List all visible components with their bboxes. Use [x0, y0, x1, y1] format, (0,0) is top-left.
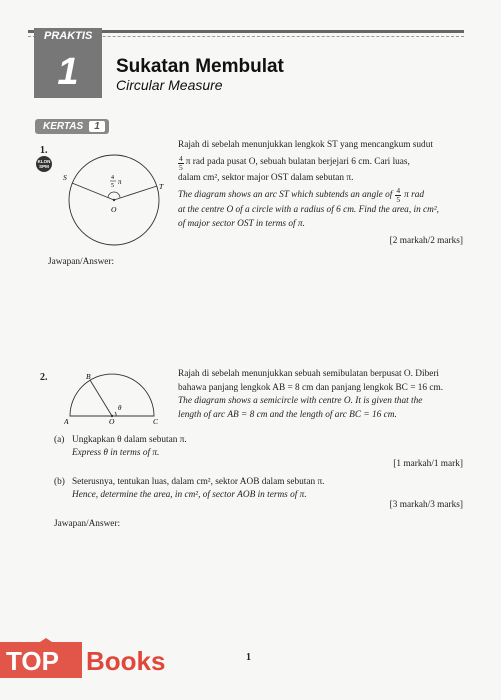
theta-label: θ [118, 404, 122, 412]
q1-marks: [2 markah/2 marks] [389, 236, 463, 246]
semicircle-diagram [64, 370, 160, 426]
q2-part-a [54, 434, 187, 458]
q2-b-my: Seterusnya, tentukan luas, dalam cm², sektor AOB dalam sebutan π. [72, 477, 325, 487]
q1-line2-my: π rad pada pusat O, sebuah bulatan berjejari 6 cm. Cari luas, [185, 157, 410, 168]
chapter-title: Sukatan Membulat [116, 56, 284, 77]
q2-line2-en: length of arc AB = 8 cm and the length of arc BC = 16 cm. [178, 409, 397, 420]
q2-b-label: (b) [54, 477, 65, 487]
angle-numerator: 4 [111, 175, 114, 181]
q2-a-en: Express θ in terms of π. [72, 448, 160, 458]
q2-b-marks: [3 markah/3 marks] [389, 500, 463, 510]
question-1-number: 1. [40, 145, 48, 156]
q2-line2-my: bahawa panjang lengkok AB = 8 cm dan panjang lengkok BC = 16 cm. [178, 382, 444, 393]
question-2-text [178, 368, 463, 422]
chapter-subtitle: Circular Measure [116, 77, 223, 93]
praktis-label: PRAKTIS [34, 28, 102, 45]
q2-line1-en: The diagram shows a semicircle with centre O. It is given that the [178, 396, 423, 406]
kertas-label: KERTAS [43, 121, 84, 132]
q1-fraction: $\frac{4}{5}$ [179, 153, 183, 172]
q2-a-my: Ungkapkan θ dalam sebutan π. [72, 435, 187, 445]
chapter-number: 1 [34, 46, 102, 98]
klon-spm-badge: KLON SPM [36, 156, 52, 172]
q2-b-en: Hence, determine the area, in cm², of sector AOB in terms of π. [72, 490, 307, 500]
point-a-label: A [64, 417, 69, 426]
q1-line3-en: of major sector OST in terms of π. [178, 218, 305, 229]
kertas-badge [35, 119, 109, 134]
circle-diagram [62, 152, 168, 252]
q1-line1-en: The diagram shows an arc ST which subtends an angle of [178, 189, 393, 200]
question-2-number: 2. [40, 372, 48, 383]
angle-pi: π [118, 178, 122, 186]
q2-line1-my: Rajah di sebelah menunjukkan sebuah semibulatan berpusat O. Diberi [178, 369, 440, 379]
q1-fraction-en: $\frac{4}{5}$ [396, 186, 401, 204]
q2-part-b [54, 476, 325, 500]
page-number: 1 [246, 652, 251, 663]
kertas-number: 1 [89, 121, 105, 132]
angle-denominator: 5 [111, 183, 114, 189]
centre-o-label: O [111, 205, 117, 214]
logo-top-text: TOP [6, 646, 59, 676]
point-s-label: S [63, 173, 67, 182]
q1-line3-my: dalam cm², sektor major OST dalam sebutan π. [178, 172, 354, 183]
q1-answer-label: Jawapan/Answer: [48, 257, 115, 267]
q1-line1-en-end: π rad [404, 189, 425, 200]
q2-a-marks: [1 markah/1 mark] [393, 459, 463, 469]
question-1-text [178, 139, 463, 231]
point-b-label: B [86, 372, 91, 381]
point-t-label: T [159, 182, 164, 191]
q1-line1-my: Rajah di sebelah menunjukkan lengkok ST yang mencangkum sudut [178, 140, 433, 150]
centre-o-label-2: O [109, 417, 115, 426]
topbooks-logo [0, 636, 190, 682]
q2-answer-label: Jawapan/Answer: [54, 519, 121, 529]
point-c-label: C [153, 417, 159, 426]
logo-books-text: Books [86, 646, 166, 676]
q1-line2-en: at the centre O of a circle with a radius of 6 cm. Find the area, in cm², [178, 205, 439, 215]
q2-a-label: (a) [54, 435, 65, 445]
